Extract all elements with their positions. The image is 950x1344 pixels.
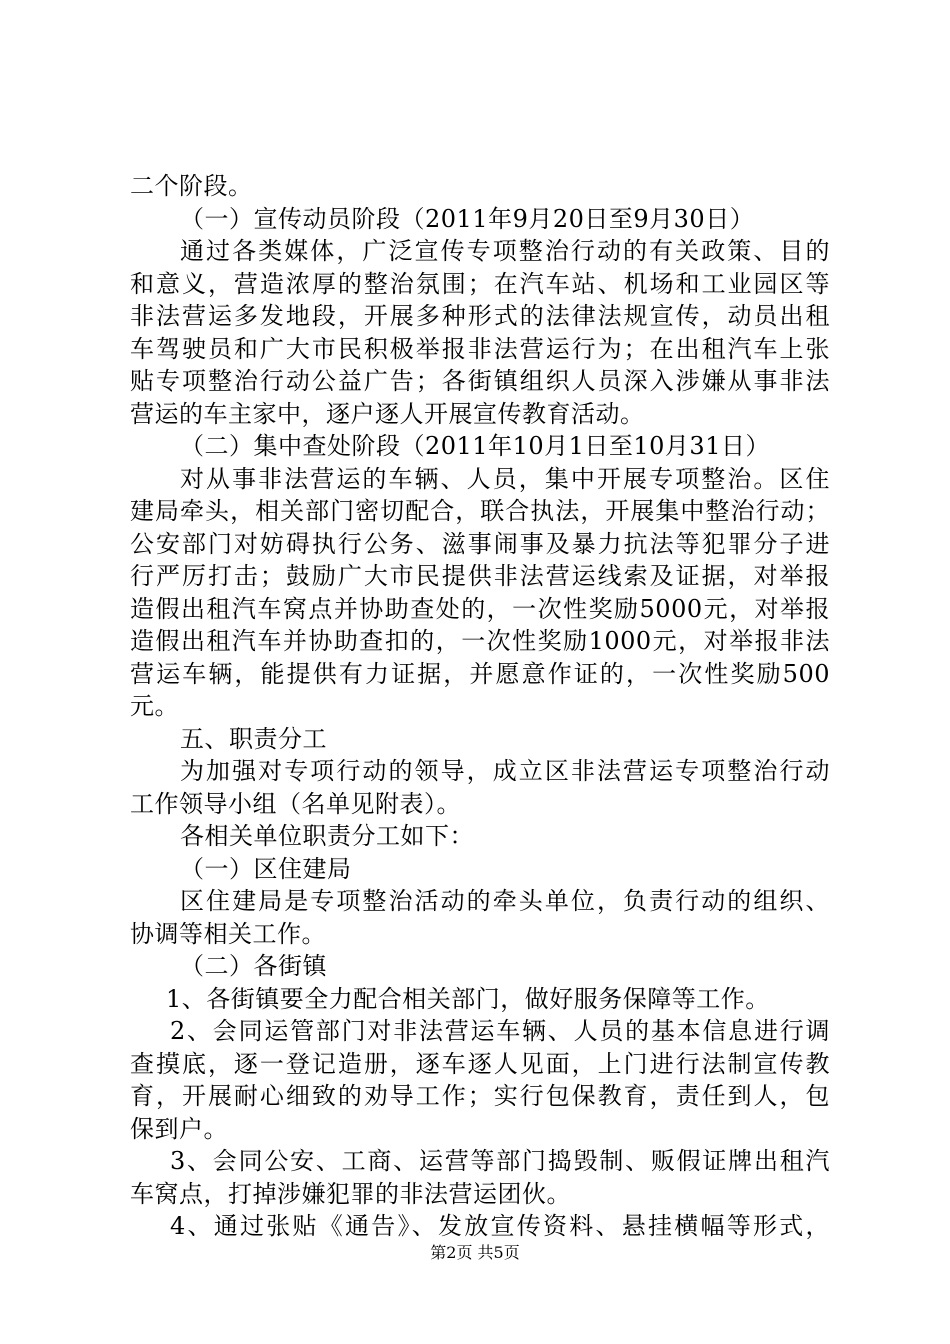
text-line: 车窝点，打掉涉嫌犯罪的非法营运团伙。 xyxy=(130,1179,571,1208)
section-heading: 五、职责分工 xyxy=(180,724,327,753)
document-body xyxy=(130,170,830,1243)
text-line: 非法营运多发地段，开展多种形式的法律法规宣传，动员出租 xyxy=(130,302,830,330)
text-line: 贴专项整治行动公益广告；各街镇组织人员深入涉嫌从事非法 xyxy=(130,367,830,395)
section-heading: （一）宣传动员阶段（2011年9月20日至9月30日） xyxy=(180,204,755,233)
text-line: 营运的车主家中，逐户逐人开展宣传教育活动。 xyxy=(130,399,645,428)
section-heading: （一）区住建局 xyxy=(180,854,352,883)
text-line: 造假出租汽车并协助查扣的，一次性奖励1000元，对举报非法 xyxy=(130,627,830,655)
text-line: 查摸底，逐一登记造册，逐车逐人见面，上门进行法制宣传教 xyxy=(130,1049,830,1078)
text-line: 元。 xyxy=(130,692,179,720)
text-line: 区住建局是专项整治活动的牵头单位，负责行动的组织、 xyxy=(180,887,830,915)
text-line: 通过各类媒体，广泛宣传专项整治行动的有关政策、目的 xyxy=(180,237,830,265)
list-item: 3、会同公安、工商、运营等部门捣毁制、贩假证牌出租汽 xyxy=(170,1147,830,1175)
text-line: 营运车辆，能提供有力证据，并愿意作证的，一次性奖励500 xyxy=(130,659,830,688)
section-heading: （二）各街镇 xyxy=(180,952,327,980)
text-line: 协调等相关工作。 xyxy=(130,919,326,948)
list-item: 2、会同运管部门对非法营运车辆、人员的基本信息进行调 xyxy=(170,1017,830,1045)
text-line: 保到户。 xyxy=(130,1114,228,1143)
text-line: 和意义，营造浓厚的整治氛围；在汽车站、机场和工业园区等 xyxy=(130,269,830,298)
text-line: 育，开展耐心细致的劝导工作；实行包保教育，责任到人，包 xyxy=(130,1082,830,1110)
text-line: 二个阶段。 xyxy=(130,172,253,200)
list-item: 1、各街镇要全力配合相关部门，做好服务保障等工作。 xyxy=(166,984,770,1013)
text-line: 车驾驶员和广大市民积极举报非法营运行为；在出租汽车上张 xyxy=(130,334,830,363)
text-line: 造假出租汽车窝点并协助查处的，一次性奖励5000元，对举报 xyxy=(130,594,830,623)
text-line: 工作领导小组（名单见附表）。 xyxy=(130,789,461,818)
text-line: 对从事非法营运的车辆、人员，集中开展专项整治。区住 xyxy=(180,464,830,493)
text-line: 为加强对专项行动的领导，成立区非法营运专项整治行动 xyxy=(180,757,830,785)
page-number: 第2页 共5页 xyxy=(430,1243,520,1262)
list-item: 4、通过张贴《通告》、发放宣传资料、悬挂横幅等形式， xyxy=(170,1212,830,1240)
text-line: 各相关单位职责分工如下： xyxy=(180,822,474,850)
text-line: 行严厉打击；鼓励广大市民提供非法营运线索及证据，对举报 xyxy=(130,562,830,590)
section-heading: （二）集中查处阶段（2011年10月1日至10月31日） xyxy=(180,432,770,460)
page-footer xyxy=(0,1240,950,1263)
text-line: 建局牵头，相关部门密切配合，联合执法，开展集中整治行动； xyxy=(130,497,830,525)
text-line: 公安部门对妨碍执行公务、滋事闹事及暴力抗法等犯罪分子进 xyxy=(130,529,830,558)
